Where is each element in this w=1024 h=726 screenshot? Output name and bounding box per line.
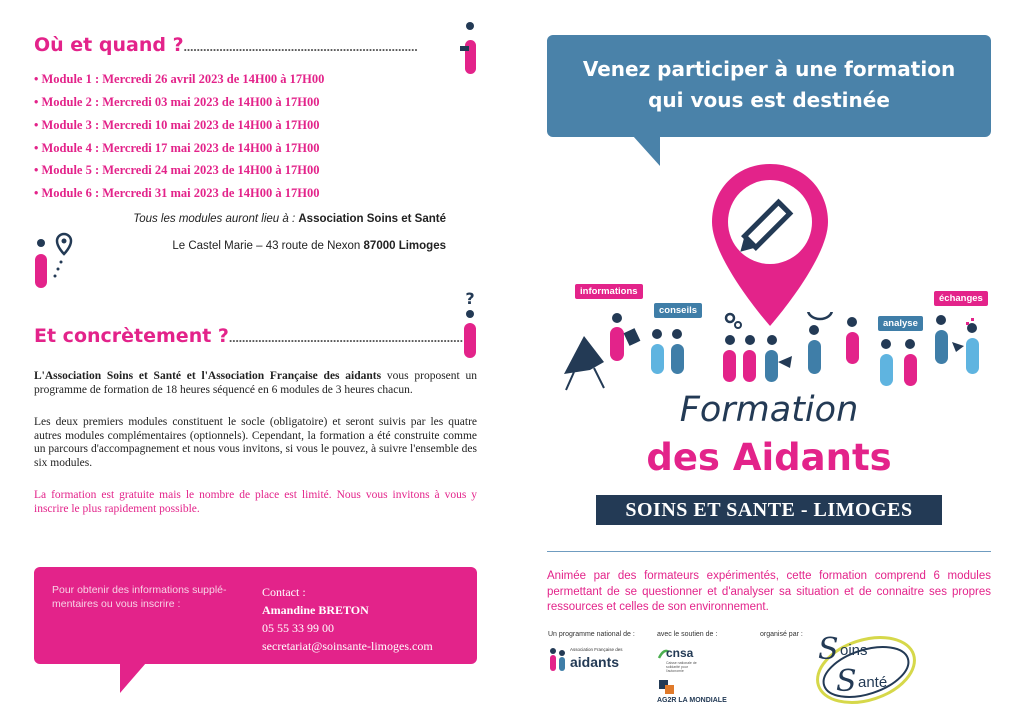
where-when-dots: ........................................................................ <box>183 39 418 54</box>
aidants-logo-icon <box>548 646 570 674</box>
location-line <box>133 213 446 225</box>
soins-logo-s2: S <box>836 664 857 699</box>
gear-icon <box>726 314 734 322</box>
concretely-dots: ........................................................................ <box>228 330 463 345</box>
where-when-title <box>34 34 418 56</box>
module-5: • Module 5 : Mercredi 24 mai 2023 de 14H00 à 17H00 <box>34 163 320 177</box>
subtitle-bar: SOINS ET SANTE - LIMOGES <box>596 495 942 525</box>
soins-logo-text-2: anté <box>858 674 888 691</box>
address: Le Castel Marie – 43 route de Nexon <box>172 240 361 252</box>
where-when-title-text: Où et quand ? <box>34 34 184 56</box>
organized-label: organisé par : <box>760 631 803 638</box>
ag2r-logo-icon <box>659 680 677 696</box>
contact-box-tail <box>120 663 146 693</box>
tag-conseils: conseils <box>654 303 702 318</box>
cnsa-small-text: Caisse nationale de solidarité pour l'autonomie <box>666 661 697 673</box>
soins-sante-logo <box>810 628 922 712</box>
contact-email[interactable]: secretariat@soinsante-limoges.com <box>262 639 433 653</box>
soins-logo-s1: S <box>818 632 839 667</box>
module-3: • Module 3 : Mercredi 10 mai 2023 de 14H00 à 17H00 <box>34 118 320 132</box>
ag2r-logo <box>657 680 737 710</box>
aidants-logo <box>548 646 628 676</box>
easel-icon <box>564 336 604 374</box>
concretely-title-text: Et concrètement ? <box>34 325 229 347</box>
soins-logo-text-1: oins <box>840 642 868 659</box>
people-illustration <box>560 312 1000 392</box>
ag2r-logo-text: AG2R LA MONDIALE <box>657 697 727 704</box>
module-6: • Module 6 : Mercredi 31 mai 2023 de 14H00 à 17H00 <box>34 186 320 200</box>
location-name: Association Soins et Santé <box>298 213 446 225</box>
address-line <box>172 240 446 252</box>
tag-echanges: échanges <box>934 291 988 306</box>
intro-paragraph-bold: L'Association Soins et Santé et l'Association Française des aidants <box>34 370 382 382</box>
intro-paragraph-rest: vous proposent un programme de formation de 18 heures séquencé en 6 modules de 3 heures chacun. <box>34 370 477 396</box>
question-icon <box>458 288 482 360</box>
aidants-logo-text: aidants <box>570 654 620 670</box>
concretely-title <box>34 325 463 347</box>
contact-phone[interactable]: 05 55 33 99 00 <box>262 621 334 635</box>
banner-text <box>547 54 991 116</box>
free-paragraph: La formation est gratuite mais le nombre de place est limité. Nous vous invitons à vous y inscrire le plus rapidement possible. <box>34 489 477 515</box>
cnsa-logo-text: cnsa <box>666 646 694 660</box>
module-4: • Module 4 : Mercredi 17 mai 2023 de 14H00 à 17H00 <box>34 141 320 155</box>
module-1: • Module 1 : Mercredi 26 avril 2023 de 14H00 à 17H00 <box>34 72 325 86</box>
divider <box>547 551 991 552</box>
city: 87000 Limoges <box>363 240 446 252</box>
aidants-small-text: Association Française des <box>570 647 623 652</box>
speech-bubble-icon <box>808 312 832 319</box>
national-label: Un programme national de : <box>548 631 635 638</box>
banner-tail <box>633 136 660 166</box>
modules-paragraph: Les deux premiers modules constituent le socle (obligatoire) et seront suivis par les quatre autres modules complémentaires (optionnels). Cependant, la formation a été construite comme un parcours d'accompagnement et nous vous invitons, si vous le pouvez, à suivre l'ensemble des six modules. <box>34 416 477 469</box>
svg-text:?: ? <box>465 289 475 308</box>
pin-pencil-icon <box>708 160 832 330</box>
title-formation: Formation <box>679 390 859 430</box>
contact-info-text: Pour obtenir des informations supplé-mentaires ou vous inscrire : <box>52 584 227 610</box>
info-icon <box>460 20 480 76</box>
title-aidants: des Aidants <box>646 436 892 479</box>
module-2: • Module 2 : Mercredi 03 mai 2023 de 14H00 à 17H00 <box>34 95 320 109</box>
intro-paragraph <box>34 370 477 397</box>
contact-name: Amandine BRETON <box>262 603 369 617</box>
description: Animée par des formateurs expérimentés, cette formation comprend 6 modules permettant de se questionner et d'analyser sa situation et de connaitre ses propres ressources et celles de son environnement. <box>547 570 991 613</box>
support-label: avec le soutien de : <box>657 631 718 638</box>
cnsa-logo <box>657 646 717 672</box>
tag-analyse: analyse <box>878 316 923 331</box>
tag-informations: informations <box>575 284 643 299</box>
location-intro: Tous les modules auront lieu à : <box>133 213 296 225</box>
contact-label: Contact : <box>262 585 306 599</box>
banner-line-2: qui vous est destinée <box>648 88 890 112</box>
banner-line-1: Venez participer à une formation <box>582 57 956 81</box>
location-pin-icon <box>32 232 76 290</box>
contact-details <box>262 583 433 655</box>
